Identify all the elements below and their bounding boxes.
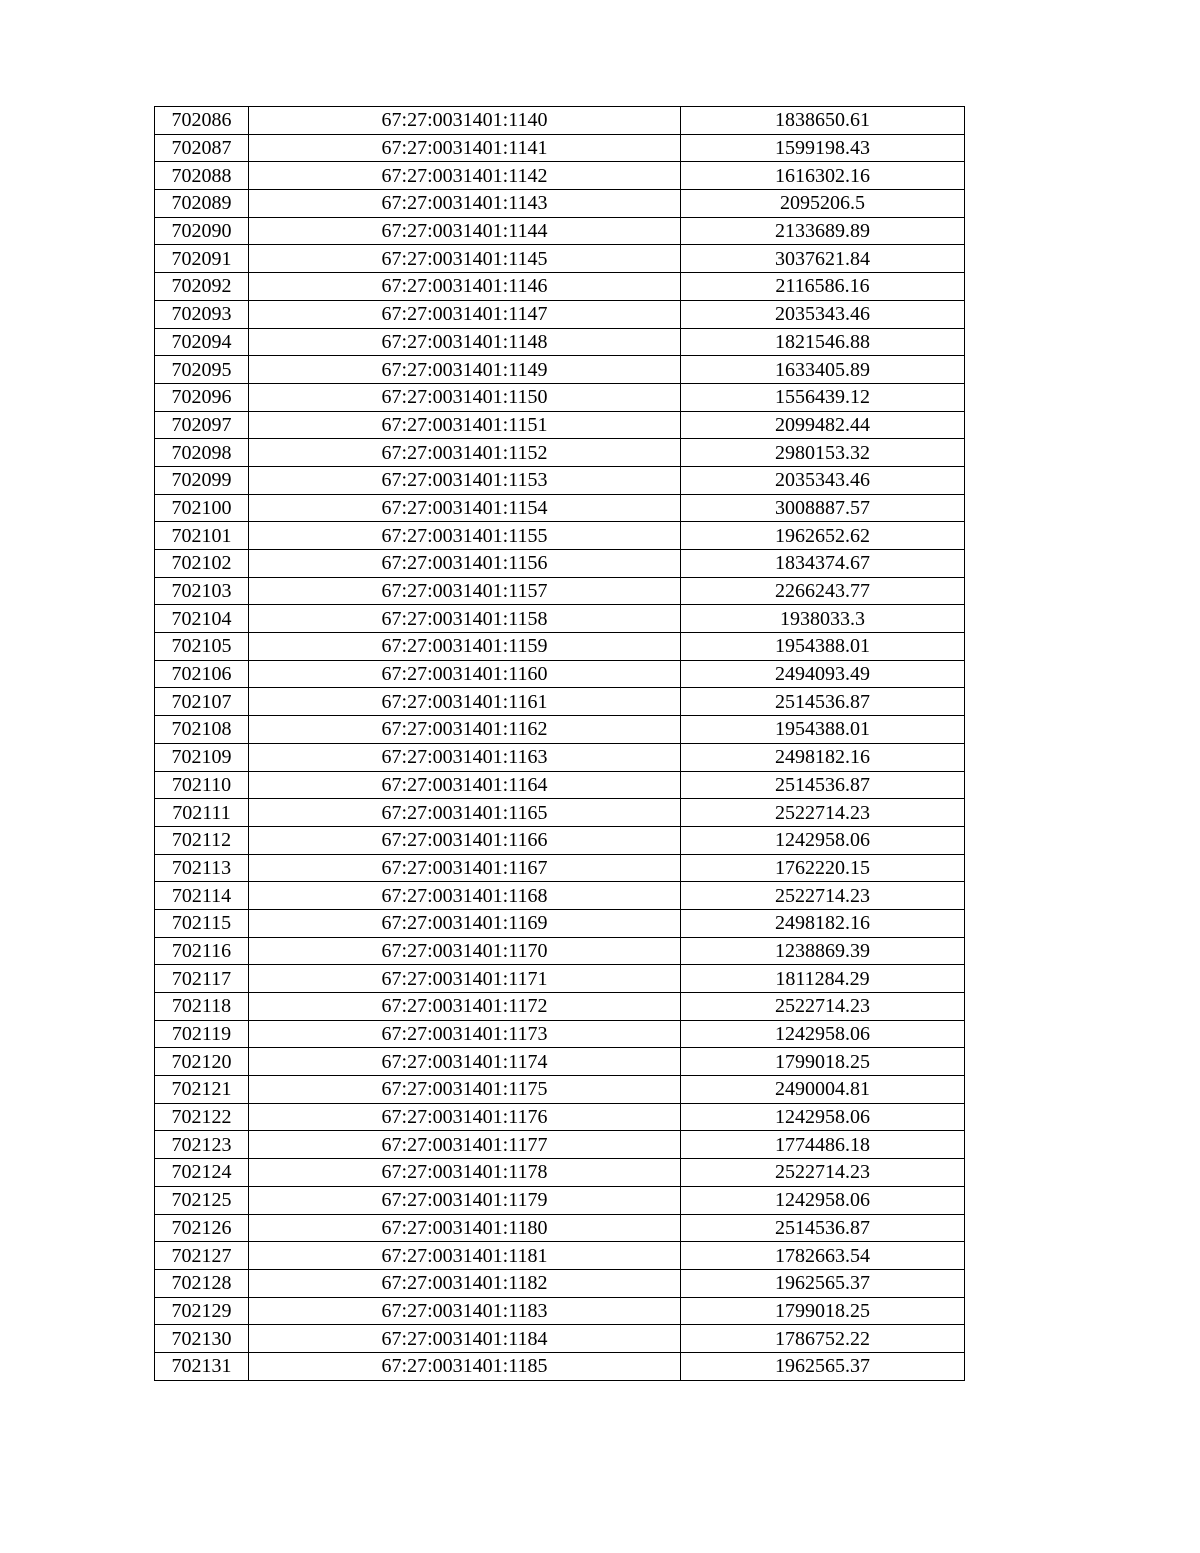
cell-value: 2116586.16 [681, 273, 965, 301]
table-row [155, 1297, 965, 1325]
table-row [155, 356, 965, 384]
cell-value: 1616302.16 [681, 162, 965, 190]
cell-id: 702120 [155, 1048, 249, 1076]
cadastral-value-table [154, 106, 965, 1381]
cell-id: 702116 [155, 937, 249, 965]
cell-cadastral-number: 67:27:0031401:1171 [249, 965, 681, 993]
cell-id: 702112 [155, 826, 249, 854]
cell-cadastral-number: 67:27:0031401:1158 [249, 605, 681, 633]
cell-id: 702106 [155, 660, 249, 688]
table-row [155, 1242, 965, 1270]
cell-value: 2095206.5 [681, 190, 965, 218]
table-row [155, 1048, 965, 1076]
cell-cadastral-number: 67:27:0031401:1174 [249, 1048, 681, 1076]
cell-value: 1774486.18 [681, 1131, 965, 1159]
cell-id: 702108 [155, 716, 249, 744]
cell-id: 702131 [155, 1352, 249, 1380]
cell-id: 702130 [155, 1325, 249, 1353]
cell-cadastral-number: 67:27:0031401:1154 [249, 494, 681, 522]
cell-value: 2514536.87 [681, 771, 965, 799]
cell-cadastral-number: 67:27:0031401:1142 [249, 162, 681, 190]
cell-value: 2522714.23 [681, 993, 965, 1021]
cell-value: 2498182.16 [681, 743, 965, 771]
cell-id: 702128 [155, 1269, 249, 1297]
cell-cadastral-number: 67:27:0031401:1140 [249, 107, 681, 135]
cell-value: 1242958.06 [681, 1186, 965, 1214]
table-row [155, 190, 965, 218]
cell-cadastral-number: 67:27:0031401:1143 [249, 190, 681, 218]
cell-value: 1242958.06 [681, 1103, 965, 1131]
table-row [155, 965, 965, 993]
cell-value: 1762220.15 [681, 854, 965, 882]
cell-value: 1838650.61 [681, 107, 965, 135]
table-row [155, 522, 965, 550]
table-row [155, 107, 965, 135]
cell-id: 702099 [155, 466, 249, 494]
cell-value: 2494093.49 [681, 660, 965, 688]
cell-cadastral-number: 67:27:0031401:1153 [249, 466, 681, 494]
cell-id: 702101 [155, 522, 249, 550]
cell-id: 702118 [155, 993, 249, 1021]
cell-value: 2099482.44 [681, 411, 965, 439]
cell-cadastral-number: 67:27:0031401:1182 [249, 1269, 681, 1297]
cell-cadastral-number: 67:27:0031401:1150 [249, 383, 681, 411]
cell-value: 2490004.81 [681, 1076, 965, 1104]
cell-cadastral-number: 67:27:0031401:1151 [249, 411, 681, 439]
cell-id: 702109 [155, 743, 249, 771]
table-row [155, 882, 965, 910]
cell-cadastral-number: 67:27:0031401:1175 [249, 1076, 681, 1104]
cell-cadastral-number: 67:27:0031401:1167 [249, 854, 681, 882]
cell-id: 702097 [155, 411, 249, 439]
cell-value: 2035343.46 [681, 300, 965, 328]
cell-id: 702100 [155, 494, 249, 522]
cell-value: 1834374.67 [681, 550, 965, 578]
cell-value: 2522714.23 [681, 1159, 965, 1187]
table-body [155, 107, 965, 1381]
cell-cadastral-number: 67:27:0031401:1172 [249, 993, 681, 1021]
cell-id: 702105 [155, 633, 249, 661]
table-row [155, 1159, 965, 1187]
cell-id: 702095 [155, 356, 249, 384]
table-row [155, 826, 965, 854]
cell-id: 702125 [155, 1186, 249, 1214]
cell-cadastral-number: 67:27:0031401:1155 [249, 522, 681, 550]
cell-cadastral-number: 67:27:0031401:1145 [249, 245, 681, 273]
cell-id: 702096 [155, 383, 249, 411]
cell-id: 702126 [155, 1214, 249, 1242]
cell-cadastral-number: 67:27:0031401:1166 [249, 826, 681, 854]
cell-id: 702088 [155, 162, 249, 190]
cell-cadastral-number: 67:27:0031401:1183 [249, 1297, 681, 1325]
table-row [155, 909, 965, 937]
table-row [155, 439, 965, 467]
cell-id: 702104 [155, 605, 249, 633]
cell-id: 702092 [155, 273, 249, 301]
cell-id: 702111 [155, 799, 249, 827]
table-row [155, 1076, 965, 1104]
cell-value: 2133689.89 [681, 217, 965, 245]
cell-value: 3037621.84 [681, 245, 965, 273]
table-row [155, 633, 965, 661]
cell-cadastral-number: 67:27:0031401:1173 [249, 1020, 681, 1048]
table-row [155, 688, 965, 716]
cell-id: 702113 [155, 854, 249, 882]
cell-cadastral-number: 67:27:0031401:1148 [249, 328, 681, 356]
table-row [155, 328, 965, 356]
table-row [155, 799, 965, 827]
cell-id: 702124 [155, 1159, 249, 1187]
cell-cadastral-number: 67:27:0031401:1163 [249, 743, 681, 771]
cell-value: 1811284.29 [681, 965, 965, 993]
cell-cadastral-number: 67:27:0031401:1156 [249, 550, 681, 578]
cell-value: 1962565.37 [681, 1269, 965, 1297]
cell-value: 2498182.16 [681, 909, 965, 937]
cell-value: 2035343.46 [681, 466, 965, 494]
cell-value: 1962652.62 [681, 522, 965, 550]
table-row [155, 1214, 965, 1242]
table-row [155, 1020, 965, 1048]
cell-cadastral-number: 67:27:0031401:1147 [249, 300, 681, 328]
cell-id: 702103 [155, 577, 249, 605]
cell-value: 1938033.3 [681, 605, 965, 633]
table-row [155, 854, 965, 882]
cell-cadastral-number: 67:27:0031401:1177 [249, 1131, 681, 1159]
table-row [155, 605, 965, 633]
table-row [155, 383, 965, 411]
cell-cadastral-number: 67:27:0031401:1170 [249, 937, 681, 965]
cell-value: 2980153.32 [681, 439, 965, 467]
cell-value: 1556439.12 [681, 383, 965, 411]
cell-value: 1242958.06 [681, 826, 965, 854]
table-row [155, 577, 965, 605]
cell-cadastral-number: 67:27:0031401:1179 [249, 1186, 681, 1214]
table-row [155, 466, 965, 494]
cell-value: 1962565.37 [681, 1352, 965, 1380]
cell-id: 702117 [155, 965, 249, 993]
cell-cadastral-number: 67:27:0031401:1185 [249, 1352, 681, 1380]
cell-cadastral-number: 67:27:0031401:1181 [249, 1242, 681, 1270]
table-row [155, 494, 965, 522]
cell-id: 702098 [155, 439, 249, 467]
cell-value: 1799018.25 [681, 1048, 965, 1076]
table-row [155, 937, 965, 965]
table-row [155, 716, 965, 744]
cell-cadastral-number: 67:27:0031401:1160 [249, 660, 681, 688]
cell-value: 2514536.87 [681, 688, 965, 716]
table-row [155, 1352, 965, 1380]
table-row [155, 1186, 965, 1214]
table-row [155, 300, 965, 328]
cell-value: 1782663.54 [681, 1242, 965, 1270]
cell-id: 702089 [155, 190, 249, 218]
cell-cadastral-number: 67:27:0031401:1178 [249, 1159, 681, 1187]
cell-id: 702123 [155, 1131, 249, 1159]
cell-value: 3008887.57 [681, 494, 965, 522]
cell-cadastral-number: 67:27:0031401:1141 [249, 134, 681, 162]
cell-id: 702090 [155, 217, 249, 245]
table-row [155, 771, 965, 799]
table-row [155, 411, 965, 439]
cell-cadastral-number: 67:27:0031401:1146 [249, 273, 681, 301]
cell-value: 1599198.43 [681, 134, 965, 162]
cell-cadastral-number: 67:27:0031401:1144 [249, 217, 681, 245]
cell-cadastral-number: 67:27:0031401:1152 [249, 439, 681, 467]
cell-cadastral-number: 67:27:0031401:1149 [249, 356, 681, 384]
cell-cadastral-number: 67:27:0031401:1180 [249, 1214, 681, 1242]
cell-id: 702107 [155, 688, 249, 716]
cell-cadastral-number: 67:27:0031401:1168 [249, 882, 681, 910]
cell-id: 702086 [155, 107, 249, 135]
cell-id: 702094 [155, 328, 249, 356]
cell-cadastral-number: 67:27:0031401:1176 [249, 1103, 681, 1131]
cell-id: 702091 [155, 245, 249, 273]
table-row [155, 1131, 965, 1159]
cell-value: 1633405.89 [681, 356, 965, 384]
cell-value: 1799018.25 [681, 1297, 965, 1325]
table-row [155, 1103, 965, 1131]
table-row [155, 550, 965, 578]
table-row [155, 245, 965, 273]
cell-id: 702087 [155, 134, 249, 162]
table-row [155, 1269, 965, 1297]
table-row [155, 660, 965, 688]
cell-cadastral-number: 67:27:0031401:1184 [249, 1325, 681, 1353]
cell-id: 702122 [155, 1103, 249, 1131]
cell-cadastral-number: 67:27:0031401:1157 [249, 577, 681, 605]
cell-value: 1238869.39 [681, 937, 965, 965]
cell-value: 2514536.87 [681, 1214, 965, 1242]
cell-value: 1242958.06 [681, 1020, 965, 1048]
cell-cadastral-number: 67:27:0031401:1159 [249, 633, 681, 661]
table-row [155, 134, 965, 162]
cell-cadastral-number: 67:27:0031401:1161 [249, 688, 681, 716]
table-row [155, 217, 965, 245]
table-row [155, 273, 965, 301]
cell-value: 1821546.88 [681, 328, 965, 356]
cell-id: 702110 [155, 771, 249, 799]
cell-id: 702129 [155, 1297, 249, 1325]
cell-value: 2522714.23 [681, 882, 965, 910]
cell-id: 702121 [155, 1076, 249, 1104]
cell-id: 702127 [155, 1242, 249, 1270]
table-row [155, 162, 965, 190]
cell-id: 702115 [155, 909, 249, 937]
cell-value: 2266243.77 [681, 577, 965, 605]
cell-id: 702119 [155, 1020, 249, 1048]
table-row [155, 743, 965, 771]
cell-cadastral-number: 67:27:0031401:1169 [249, 909, 681, 937]
cell-id: 702093 [155, 300, 249, 328]
table-row [155, 1325, 965, 1353]
cell-id: 702114 [155, 882, 249, 910]
cell-cadastral-number: 67:27:0031401:1164 [249, 771, 681, 799]
cell-value: 2522714.23 [681, 799, 965, 827]
cell-cadastral-number: 67:27:0031401:1165 [249, 799, 681, 827]
cell-id: 702102 [155, 550, 249, 578]
cell-value: 1954388.01 [681, 716, 965, 744]
cell-value: 1786752.22 [681, 1325, 965, 1353]
table-row [155, 993, 965, 1021]
cell-value: 1954388.01 [681, 633, 965, 661]
cell-cadastral-number: 67:27:0031401:1162 [249, 716, 681, 744]
